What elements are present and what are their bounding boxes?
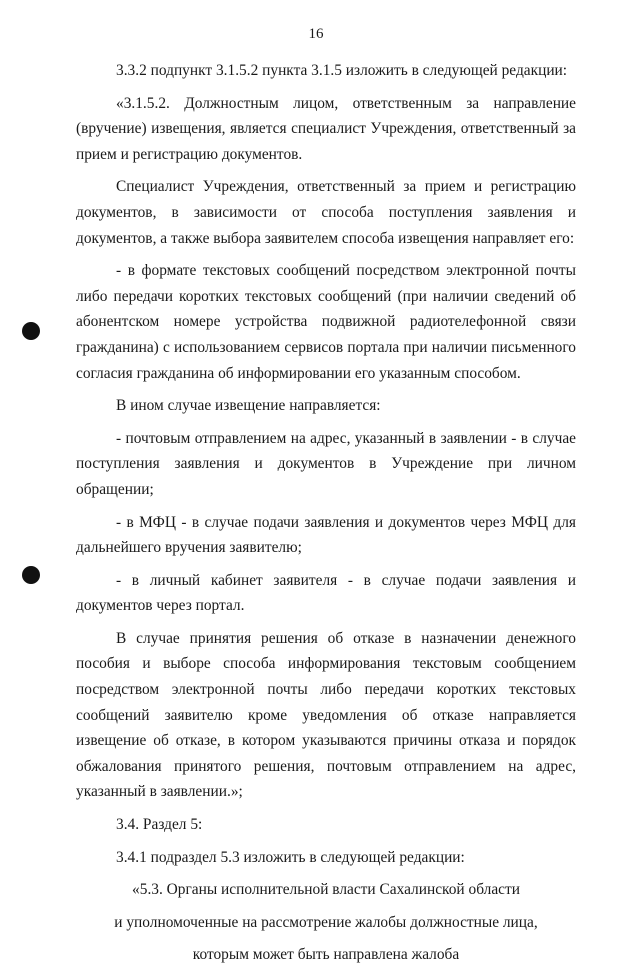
paragraph-refusal: В случае принятия решения об отказе в назначении денежного пособия и выборе способа информирования текстовым сообщением посредством электронной почты либо передачи коротких текстовых сообщений заявителю кроме уведомления об отказе направляется извещение об отказе, в котором указываются причины отказа и порядок обжалования принятого решения, почтовым отправлением на адрес, указанный в заявлении.»; <box>76 629 576 801</box>
page-number: 16 <box>308 26 324 42</box>
paragraph-3-3-2: 3.3.2 подпункт 3.1.5.2 пункта 3.1.5 изложить в следующей редакции: <box>116 62 568 79</box>
paragraph-personal-cabinet: - в личный кабинет заявителя - в случае подачи заявления и документов через портал. <box>76 571 576 615</box>
paragraph-mfc: - в МФЦ - в случае подачи заявления и документов через МФЦ для дальнейшего вручения заявителю; <box>76 513 576 557</box>
punch-hole-bottom <box>22 566 40 584</box>
heading-line-2: и уполномоченные на рассмотрение жалобы должностные лица, <box>114 913 538 931</box>
paragraph-3-1-5-2: «3.1.5.2. Должностным лицом, ответственным за направление (вручение) извещения, является специалист Учреждения, ответственный за прием и регистрацию документов. <box>76 94 576 163</box>
paragraph-specialist: Специалист Учреждения, ответственный за прием и регистрацию документов, в зависимости от способа поступления заявления и документов, а также выбора заявителем способа извещения направляет его: <box>76 178 576 247</box>
document-body <box>76 58 576 968</box>
heading-line-3: которым может быть направлена жалоба <box>192 946 460 964</box>
paragraph-otherwise: В ином случае извещение направляется: <box>116 397 381 415</box>
paragraph-email-sms: - в формате текстовых сообщений посредством электронной почты либо передачи коротких текстовых сообщений (при наличии сведений об абонентском номере устройства подвижной радиотелефонной связи гражданина) с использованием сервисов портала при наличии письменного согласия гражданина об информировании его указанным способом. <box>76 262 576 382</box>
punch-hole-top <box>22 322 40 340</box>
paragraph-3-4-1: 3.4.1 подраздел 5.3 изложить в следующей редакции: <box>116 848 465 866</box>
paragraph-section-5: 3.4. Раздел 5: <box>116 816 203 834</box>
paragraph-postal: - почтовым отправлением на адрес, указанный в заявлении - в случае поступления заявления и документов в Учреждение при личном обращении; <box>76 429 576 498</box>
heading-line-1: «5.3. Органы исполнительной власти Сахалинской области <box>132 881 520 899</box>
